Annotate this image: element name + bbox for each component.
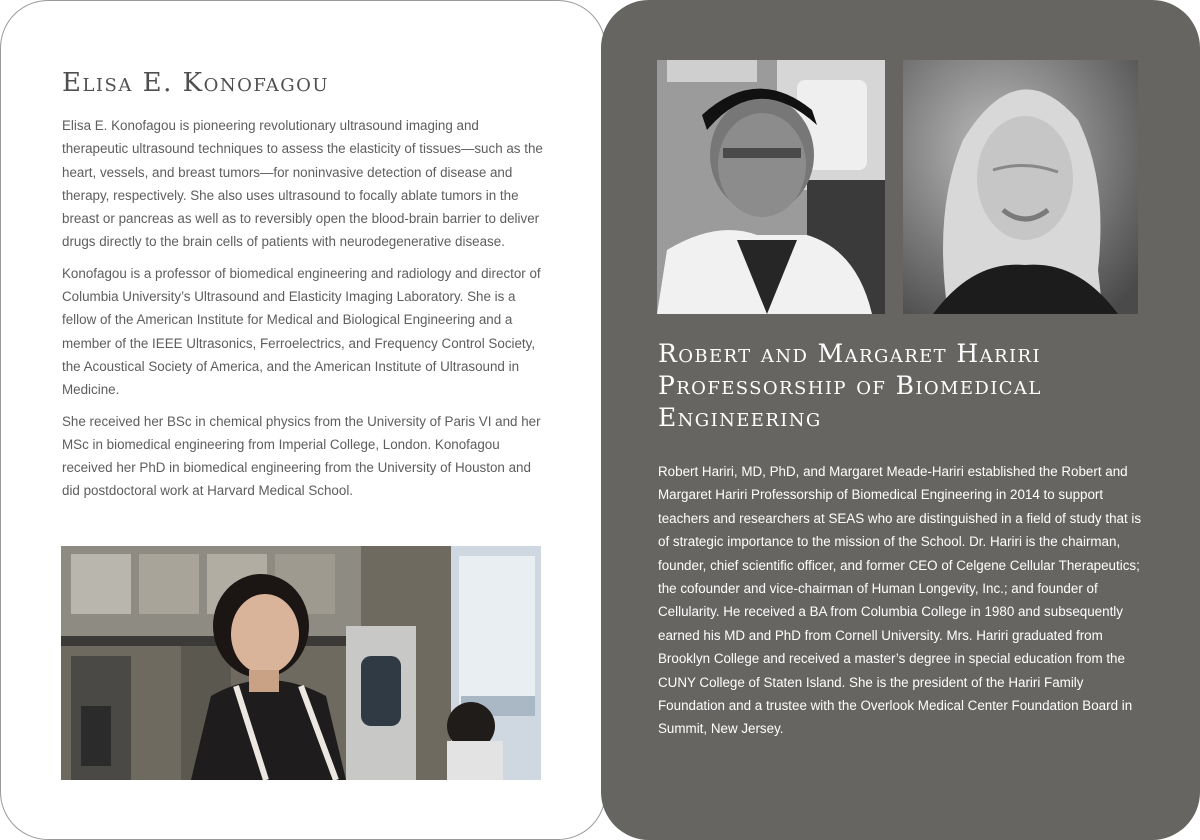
professorship-title: Robert and Margaret Hariri Professorship of Biomedical Engineering xyxy=(658,339,1042,432)
margaret-hariri-portrait xyxy=(903,60,1138,314)
konofagou-bio xyxy=(62,114,546,503)
bio-paragraph-2: Konofagou is a professor of biomedical engineering and radiology and director of Columbia University’s Ultrasound and Elasticity Imaging Laboratory. She is a fellow of the American Institute for Medical and Biological Engineering and a member of the IEEE Ultrasonics, Ferroelectrics, and Frequency Control Society, the Acoustical Society of America, and the American Institute of Ultrasound in Medicine. xyxy=(62,265,541,398)
konofagou-lab-photo xyxy=(61,546,541,780)
robert-hariri-portrait xyxy=(657,60,885,314)
page-title-konofagou: Elisa E. Konofagou xyxy=(62,68,330,98)
bio-paragraph-3: She received her BSc in chemical physics from the University of Paris VI and her MSc in biomedical engineering from Imperial College, London. Konofagou received her PhD in biomedical engineering from the University of Houston and did postdoctoral work at Harvard Medical School. xyxy=(62,413,541,499)
bio-paragraph-1: Elisa E. Konofagou is pioneering revolutionary ultrasound imaging and therapeutic ultrasound techniques to assess the elasticity of tissues—such as the heart, vessels, and breast tumors—for noninvasive detection of disease and therapy, respectively. She also uses ultrasound to focally ablate tumors in the breast or pancreas as well as to reversibly open the blood-brain barrier to deliver drugs directly to the brain cells of patients with neurodegenerative disease. xyxy=(62,118,543,250)
professorship-description: Robert Hariri, MD, PhD, and Margaret Meade-Hariri established the Robert and Margaret Hariri Professorship of Biomedical Engineering in 2014 to support teachers and researchers at SEAS who are distinguished in a field of study that is of strategic importance to the mission of the School. Dr. Hariri is the chairman, founder, chief scientific officer, and former CEO of Celgene Cellular Therapeutics; the cofounder and vice-chairman of Human Longevity, Inc.; and founder of Cellularity. He received a BA from Columbia College in 1980 and subsequently earned his MD and PhD from Cornell University. Mrs. Hariri graduated from Brooklyn College and received a master’s degree in special education from the CUNY College of Staten Island. She is the president of the Hariri Family Foundation and a trustee with the Overlook Medical Center Foundation Board in Summit, New Jersey. xyxy=(658,464,1142,737)
